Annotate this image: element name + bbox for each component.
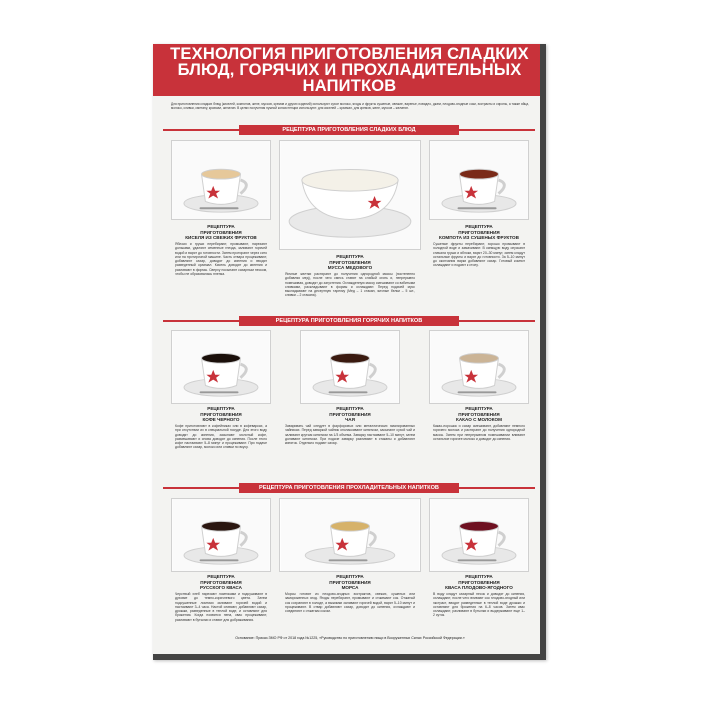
recipe-title-line: РЕЦЕПТУРА bbox=[465, 224, 493, 229]
recipe-title-line: РЕЦЕПТУРА bbox=[207, 574, 235, 579]
section-heading-hot: РЕЦЕПТУРА ПРИГОТОВЛЕНИЯ ГОРЯЧИХ НАПИТКОВ bbox=[239, 316, 459, 326]
cup-image bbox=[430, 499, 528, 571]
recipe-title bbox=[171, 574, 271, 591]
recipe-title-line: РЕЦЕПТУРА bbox=[207, 406, 235, 411]
cup-image bbox=[430, 331, 528, 403]
recipe-title-line: ПРИГОТОВЛЕНИЯ bbox=[458, 579, 500, 585]
recipe-title-line: ПРИГОТОВЛЕНИЯ bbox=[329, 579, 371, 585]
photo-cocoa bbox=[429, 330, 529, 404]
recipe-text: Морсы готовят из плодово-ягодных экстрактов, свежих, сушеных или замороженных ягод. Ягоды перебирают, промывают и отжимают сок. Отжатый сок сохраняют в холоде, а выжимки заливают горячей водой, варят 5–10 минут и процеживают. В отвар добавляют сахар, доводят до кипения, охлаждают и соединяют с отжатым соком. bbox=[285, 592, 415, 614]
recipe-title-line: РЕЦЕПТУРА bbox=[465, 406, 493, 411]
recipe-title-line: КОФЕ ЧЕРНОГО bbox=[202, 417, 240, 423]
cup-image bbox=[172, 499, 270, 571]
recipe-title-line: ЧАЯ bbox=[345, 417, 355, 423]
recipe-text: В воду кладут сахарный песок и доводят до кипения, охлаждают, после чего вливают сок плодово-ягодный или экстракт, вводят разведенные в теплой воде дрожжи и оставляют для брожения на 6–8 часов. Затем квас охлаждают, разливают в бутылки и выдерживают еще 1–2 суток. bbox=[433, 592, 525, 618]
recipe-title-line: РЕЦЕПТУРА bbox=[336, 406, 364, 411]
recipe-title-line: РЕЦЕПТУРА bbox=[336, 254, 364, 259]
recipe-text: Кофе приготовляют в кофейниках или в кофеварках, а при отсутствии их в специальной посуде. Для этого воду доводят до кипения, засыпают молотый кофе, размешивают и снова доводят до кипения. После этого кофе настаивают 5–8 минут и процеживают. При подаче добавляют сахар, молоко или сливки по вкусу. bbox=[175, 424, 267, 450]
recipe-title-line: РЕЦЕПТУРА bbox=[336, 574, 364, 579]
photo-compote bbox=[429, 140, 529, 220]
photo-kvass bbox=[171, 498, 271, 572]
recipe-text: Какао-порошок и сахар смешивают, добавляют немного горячего молока и растирают до получения однородной массы. Затем при непрерывном помешивании вливают остальное горячее молоко и доводят до кипения. bbox=[433, 424, 525, 441]
recipe-title-line: ПРИГОТОВЛЕНИЯ bbox=[200, 579, 242, 585]
photo-tea bbox=[300, 330, 400, 404]
frame-edge-bottom bbox=[153, 654, 546, 660]
bowl-image bbox=[280, 141, 420, 249]
recipe-title-line: КВАСА ПЛОДОВО-ЯГОДНОГО bbox=[445, 585, 513, 591]
recipe-title bbox=[429, 406, 529, 423]
title-line: БЛЮД, ГОРЯЧИХ И ПРОХЛАДИТЕЛЬНЫХ bbox=[177, 61, 522, 79]
recipe-title-line: МОРСА bbox=[341, 585, 359, 591]
recipe-title-line: ПРИГОТОВЛЕНИЯ bbox=[200, 229, 242, 235]
recipe-title-line: РЕЦЕПТУРА bbox=[207, 224, 235, 229]
recipe-title-line: ПРИГОТОВЛЕНИЯ bbox=[200, 411, 242, 417]
recipe-title-line: КОМПОТА ИЗ СУШЕНЫХ ФРУКТОВ bbox=[439, 235, 519, 241]
recipe-title bbox=[300, 406, 400, 423]
poster bbox=[153, 44, 546, 660]
recipe-text: Яичные желтки растирают до получения однородной массы (постепенно добавляя мед), после чего смесь ставят на слабый огонь и, непрерывно помешивая, доводят до загустения. Охлажденную массу смешивают со взбитыми сливками, раскладывают в формы и охлаждают. Перед подачей мусс выкладывают на десертную тарелку (Мед – 1 стакан, яичные белки – 5 шт., сливки – 2 стакана). bbox=[285, 272, 415, 298]
frame-edge-right bbox=[540, 44, 546, 660]
recipe-title-line: КИСЕЛЯ ИЗ СВЕЖИХ ФРУКТОВ bbox=[185, 235, 257, 241]
photo-berry-kvass bbox=[429, 498, 529, 572]
section-heading-cold: РЕЦЕПТУРА ПРИГОТОВЛЕНИЯ ПРОХЛАДИТЕЛЬНЫХ НАПИТКОВ bbox=[239, 483, 459, 493]
recipe-text: Яблоки и груши перебирают, промывают, нарезают дольками, удаляют семенные гнезда, заливают горячей водой и варят до готовности. Затем протирают через сито или на протирочной машине. Часть отвара процеживают, добавляют сахар, доводят до кипения и вводят разведенный крахмал. Кисель доводят до кипения и разливают в формы. Сверху посыпают сахарным песком, чтобы не образовалась пленка. bbox=[175, 242, 267, 277]
cup-image bbox=[280, 499, 420, 571]
page-title bbox=[153, 44, 546, 94]
recipe-title bbox=[171, 224, 271, 241]
recipe-title bbox=[279, 254, 421, 271]
recipe-text: Заваривать чай следует в фарфоровых или металлических эмалированных чайниках. Перед заваркой чайник ополаскивают кипятком, засыпают сухой чай и заливают крутым кипятком на 1/3 объема. Заварку настаивают 5–10 минут, затем доливают кипятком. При подаче заварку разливают в стаканы и добавляют кипяток. Отдельно подают сахар. bbox=[285, 424, 415, 446]
cup-image bbox=[172, 141, 270, 219]
photo-coffee bbox=[171, 330, 271, 404]
recipe-title-line: РУССКОГО КВАСА bbox=[200, 585, 242, 591]
recipe-text: Черствый хлеб нарезают ломтиками и подсушивают в духовке до темно-коричневого цвета. Затем подсушенные ломтики заливают горячей водой и настаивают 3–4 часа. Настой сливают, добавляют сахар, дрожжи, разведенные в теплой воде, и оставляют для брожения. Когда появится пена, квас процеживают, разливают в бутылки и ставят для дображивания. bbox=[175, 592, 267, 622]
section-heading-sweet: РЕЦЕПТУРА ПРИГОТОВЛЕНИЯ СЛАДКИХ БЛЮД bbox=[239, 125, 459, 135]
recipe-title-line: ПРИГОТОВЛЕНИЯ bbox=[329, 411, 371, 417]
recipe-title-line: ПРИГОТОВЛЕНИЯ bbox=[458, 229, 500, 235]
recipe-title-line: МУССА МЕДОВОГО bbox=[327, 265, 373, 271]
title-line: НАПИТКОВ bbox=[302, 77, 397, 95]
recipe-title-line: ПРИГОТОВЛЕНИЯ bbox=[458, 411, 500, 417]
title-banner bbox=[153, 44, 546, 96]
cup-image bbox=[301, 331, 399, 403]
cup-image bbox=[430, 141, 528, 219]
recipe-title-line: ПРИГОТОВЛЕНИЯ bbox=[329, 259, 371, 265]
recipe-title bbox=[429, 224, 529, 241]
recipe-text: Сушеные фрукты перебирают, хорошо промывают в холодной воде и замачивают. В кипящую воду опускают сначала груши и яблоки, варят 20–30 минут, затем кладут остальные фрукты и варят до готовности. За 5–10 минут до окончания варки добавляют сахар. Готовый компот охлаждают и подают к столу. bbox=[433, 242, 525, 268]
recipe-title bbox=[171, 406, 271, 423]
footer-reference: Основание: Приказ ЗМО РФ от 2018 года №1225, «Руководство по приготовлению пищи в Вооруженных Силах Российской Федерации.» bbox=[235, 636, 465, 640]
cup-image bbox=[172, 331, 270, 403]
photo-mors bbox=[279, 498, 421, 572]
title-line: ТЕХНОЛОГИЯ ПРИГОТОВЛЕНИЯ СЛАДКИХ bbox=[170, 45, 529, 63]
recipe-title bbox=[429, 574, 529, 591]
recipe-title-line: КАКАО С МОЛОКОМ bbox=[456, 417, 502, 423]
recipe-title-line: РЕЦЕПТУРА bbox=[465, 574, 493, 579]
recipe-title bbox=[279, 574, 421, 591]
photo-mousse bbox=[279, 140, 421, 250]
intro-paragraph: Для приготовления сладких блюд (киселей, компотов, желе, муссов, кремов и других изделий) используют сухое молоко, ягоды и фрукты сушеные, свежие, варенье, повидло, джем, плодово-ягодные соки, экстракты и сиропы, а также яйца, молоко, сливки, сметану, крахмал, желатин. В целях получения нужной консистенции используют: для киселей – крахмал, для кремов, желе, муссов – желатин. bbox=[171, 102, 529, 111]
photo-kissel bbox=[171, 140, 271, 220]
